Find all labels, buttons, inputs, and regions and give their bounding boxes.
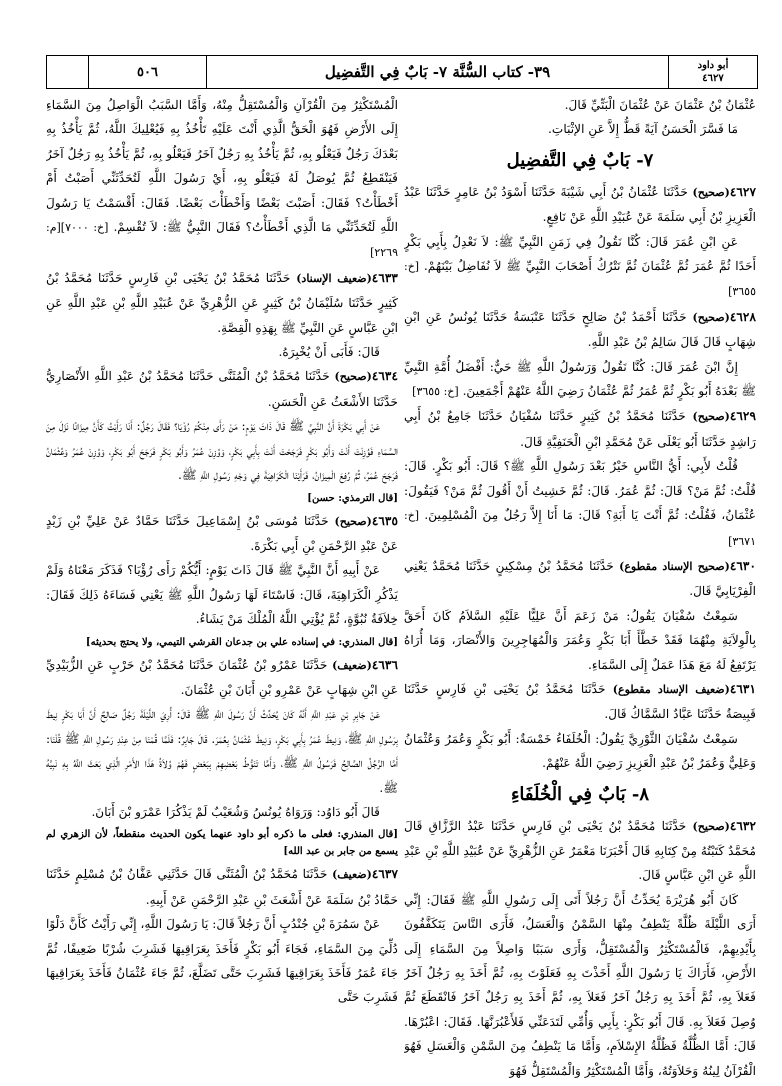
hadith-grade: (صحيح) <box>692 310 730 324</box>
hadith-4636 <box>46 653 398 703</box>
hadith-grade: (صحيح) <box>334 370 372 384</box>
hadith-number: ٤٦٣١ <box>729 681 756 696</box>
hadith-isnad: حَدَّثَنَا مُحَمَّدُ بْنُ يَحْيَى بْنِ فَارِسٍ حَدَّثَنَا قَبِيصَةُ حَدَّثَنَا عَبَّادٌ السَّمَّاكُ قَالَ. <box>404 681 756 722</box>
header-blank-cell <box>47 56 89 88</box>
hadith-grade: (ضعيف الإسناد) <box>296 271 372 285</box>
chapter-heading: ٨- بَابٌ فِي الْخُلَفَاءِ <box>510 783 650 805</box>
hadith-isnad: حَدَّثَنَا عُثْمَانُ بْنُ أَبِي شَيْبَةَ حَدَّثَنَا أَسْوَدُ بْنُ عَامِرٍ حَدَّثَنَا عَبْدُ الْعَزِيزِ بْنُ أَبِي سَلَمَةَ عَنْ عُبَيْدِ اللَّهِ عَنْ نَافِعٍ. <box>404 184 756 225</box>
hadith-grade: (ضعيف) <box>332 868 372 882</box>
hadith-4631 <box>404 677 756 727</box>
hadith-matn: عَنِ ابْنِ عُمَرَ قَالَ: كُنَّا نَقُولُ فِي زَمَنِ النَّبِيِّ ﷺ: لاَ نَعْدِلُ بِأَبِي بَكْرٍ أَحَدًا ثُمَّ عُمَرَ ثُمَّ عُثْمَانَ ثُمَّ نَتْرُكُ أَصْحَابَ النَّبِيِّ ﷺ لاَ نُفَاضِلُ بَيْنَهُمْ. [خ: ٣٦٥٥] <box>404 234 756 299</box>
header-source: أبو داود <box>697 60 729 71</box>
left-column <box>46 93 398 1078</box>
paragraph: مَا فَسَّرَ الْحَسَنُ آيَةً قَطُّ إِلاَّ عَنِ الإثْبَاتِ. <box>548 122 738 137</box>
grading-note: [قال المنذري: في إسناده علي بن جدعان القرشي التيمي، ولا يحتج بحديثه] <box>85 636 398 648</box>
page-number: ٥٠٦ <box>89 56 207 88</box>
hadith-grade: (صحيح) <box>692 410 730 424</box>
hadith-number: ٤٦٣٥ <box>371 513 398 528</box>
hadith-matn: قَالَ: فَأَبَى أَنْ يُخْبِرَهُ. <box>278 345 380 360</box>
hadith-isnad: حَدَّثَنَا مُحَمَّدُ بْنُ يَحْيَى بْنِ فَارِسٍ حَدَّثَنَا عَبْدُ الرَّزَّاقِ قَالَ مُحَمَّدٌ كَتَبْتُهُ مِنْ كِتَابِهِ قَالَ أَخْبَرَنَا مَعْمَرٌ عَنِ الزُّهْرِيِّ عَنْ عُبَيْدِ اللَّهِ بْنِ عَبْدِ اللَّهِ عَنِ ابْنِ عَبَّاسٍ قَالَ. <box>404 818 756 883</box>
hadith-number: ٤٦٣٤ <box>371 369 398 384</box>
hadith-matn: كَانَ أَبُو هُرَيْرَةَ يُحَدِّثُ أَنَّ رَجُلاً أَتَى إِلَى رَسُولِ اللَّهِ ﷺ فَقَالَ: إِنِّي أَرَى اللَّيْلَةَ ظُلَّةً يَنْطِفُ مِنْهَا السَّمْنُ وَالْعَسَلُ، فَأَرَى النَّاسَ يَتَكَفَّفُونَ بِأَيْدِيهِمْ، فَالْمُسْتَكْثِرُ وَالْمُسْتَقِلُّ، وَأَرَى سَبَبًا وَاصِلاً مِنَ السَّمَاءِ إِلَى الأَرْضِ، فَأَرَاكَ يَا رَسُولَ اللَّهِ أَخَذْتَ بِهِ فَعَلَوْتَ بِهِ، ثُمَّ أَخَذَ بِهِ رَجُلٌ آخَرُ فَعَلاَ بِهِ، ثُمَّ أَخَذَ بِهِ رَجُلٌ آخَرُ فَعَلاَ بِهِ، ثُمَّ أَخَذَ بِهِ رَجُلٌ آخَرُ فَانْقَطَعَ ثُمَّ وُصِلَ فَعَلاَ بِهِ. قَالَ أَبُو بَكْرٍ: بِأَبِي وَأُمِّي لَتَدَعَنِّي فَلأَعْبُرَنَّهَا. فَقَالَ: اعْبُرْهَا. قَالَ: أَمَّا الظُّلَّةُ فَظُلَّةُ الإِسْلاَمِ، وَأَمَّا مَا يَنْطِفُ مِنَ السَّمْنِ وَالْعَسَلِ فَهُوَ الْقُرْآنُ لِينُهُ وَحَلاَوَتُهُ، وَأَمَّا الْمُسْتَكْثِرُ وَالْمُسْتَقِلُّ فَهُوَ <box>404 892 756 1078</box>
hadith-matn: سَمِعْتُ سُفْيَانَ الثَّوْرِيَّ يَقُولُ: الْخُلَفَاءُ خَمْسَةٌ: أَبُو بَكْرٍ وَعُمَرُ وَعُثْمَانُ وَعَلِيٌّ وَعُمَرُ بْنُ عَبْدِ الْعَزِيزِ رَضِيَ اللَّهُ عَنْهُمْ. <box>404 731 756 771</box>
hadith-number: ٤٦٢٩ <box>729 409 756 424</box>
hadith-4629 <box>404 404 756 454</box>
hadith-grade: (ضعيف الإسناد مقطوع) <box>612 682 730 696</box>
hadith-number: ٤٦٢٧ <box>729 184 756 199</box>
hadith-number: ٤٦٣٦ <box>371 657 398 672</box>
running-title: ٣٩- كتاب السُّنَّة ٧- بَابٌ فِي التَّفضِيل <box>207 56 669 88</box>
header-hadith-range: ٤٦٢٧ <box>702 73 724 84</box>
hadith-4627 <box>404 180 756 230</box>
hadith-4632 <box>404 814 756 888</box>
hadith-matn: عَنْ أَبِيهِ أَنَّ النَّبِيَّ ﷺ قَالَ ذَاتَ يَوْمٍ: أَيُّكُمْ رَأَى رُؤْيَا؟ فَذَكَرَ مَعْنَاهُ وَلَمْ يَذْكُرِ الْكَرَاهِيَةَ، قَالَ: فَاسْتَاءَ لَهَا رَسُولُ اللَّهِ ﷺ يَعْنِي فَسَاءَهُ ذَلِكَ فَقَالَ: خِلاَفَةُ نُبُوَّةٍ، ثُمَّ يُؤْتِي اللَّهُ الْمُلْكَ مَنْ يَشَاءُ. <box>46 563 398 627</box>
hadith-4634 <box>46 364 398 414</box>
hadith-number: ٤٦٣٠ <box>729 558 756 573</box>
hadith-grade: (صحيح) <box>692 185 730 199</box>
hadith-number: ٤٦٣٣ <box>371 270 398 285</box>
hadith-isnad: حَدَّثَنَا مُحَمَّدُ بْنُ يَحْيَى بْنِ فَارِسٍ حَدَّثَنَا مُحَمَّدُ بْنُ كَثِيرٍ حَدَّثَنَا سُلَيْمَانُ بْنُ كَثِيرٍ عَنِ الزُّهْرِيِّ عَنْ عُبَيْدِ اللَّهِ بْنِ عَبْدِ اللَّهِ عَنِ ابْنِ عَبَّاسٍ عَنِ النَّبِيِّ ﷺ بِهَذِهِ الْقِصَّةِ. <box>46 270 398 335</box>
hadith-grade: (صحيح) <box>692 819 730 833</box>
hadith-4630 <box>404 554 756 604</box>
hadith-4637 <box>46 862 398 912</box>
hadith-isnad: حَدَّثَنَا عَمْرُو بْنُ عُثْمَانَ حَدَّثَنَا مُحَمَّدُ بْنُ حَرْبٍ عَنِ الزُّبَيْدِيِّ عَنِ ابْنِ شِهَابٍ عَنْ عَمْرِو بْنِ أَبَانَ بْنِ عُثْمَانَ. <box>46 657 398 697</box>
page-header <box>46 55 758 89</box>
hadith-4635 <box>46 509 398 559</box>
hadith-grade: (ضعيف) <box>332 658 372 672</box>
hadith-number: ٤٦٣٢ <box>729 818 756 833</box>
hadith-isnad: حَدَّثَنَا مُحَمَّدُ بْنُ كَثِيرٍ حَدَّثَنَا سُفْيَانُ حَدَّثَنَا جَامِعُ بْنُ أَبِي رَاشِدٍ حَدَّثَنَا أَبُو يَعْلَى عَنْ مُحَمَّدِ ابْنِ الْحَنَفِيَّةِ قَالَ. <box>404 409 756 449</box>
hadith-reference: [خ: ٧٠٠٠][م: ٢٢٦٩] <box>46 221 398 260</box>
hadith-matn: سَمِعْتُ سُفْيَانَ يَقُولُ: مَنْ زَعَمَ أَنَّ عَلِيًّا عَلَيْهِ السَّلاَمُ كَانَ أَحَقَّ بِالْوِلاَيَةِ مِنْهُمَا فَقَدْ خَطَّأَ أَبَا بَكْرٍ وَعُمَرَ وَالْمُهَاجِرِينَ وَالأَنْصَارَ، وَمَا أُرَاهُ يَرْتَفِعُ لَهُ مَعَ هَذَا عَمَلٌ إِلَى السَّمَاءِ. <box>404 608 756 672</box>
hadith-4628 <box>404 305 756 355</box>
hadith-matn: قُلْتُ لأَبِي: أَيُّ النَّاسِ خَيْرٌ بَعْدَ رَسُولِ اللَّهِ ﷺ؟ قَالَ: أَبُو بَكْرٍ. قَالَ: قُلْتُ: ثُمَّ مَنْ؟ قَالَ: ثُمَّ عُمَرُ. قَالَ: ثُمَّ خَشِيتُ أَنْ أَقُولَ ثُمَّ مَنْ؟ فَيَقُولَ: عُثْمَانُ، فَقُلْتُ: ثُمَّ أَنْتَ يَا أَبَةِ؟ قَالَ: مَا أَنَا إِلاَّ رَجُلٌ مِنَ الْمُسْلِمِينَ. [خ: ٣٦٧١] <box>404 459 756 548</box>
right-column <box>404 93 756 1078</box>
hadith-reference: [خ: ٣٦٧١] <box>404 509 756 548</box>
hadith-grade: (صحيح الإسناد مقطوع) <box>619 559 730 573</box>
hadith-isnad: حَدَّثَنَا مُحَمَّدُ بْنُ الْمُثَنَّى قَالَ حَدَّثَنِي عَفَّانُ بْنُ مُسْلِمٍ حَدَّثَنَا حَمَّادُ بْنُ سَلَمَةَ عَنْ أَشْعَثَ بْنِ عَبْدِ الرَّحْمَنِ عَنْ أَبِيهِ. <box>46 867 398 907</box>
hadith-isnad: حَدَّثَنَا أَحْمَدُ بْنُ صَالِحٍ حَدَّثَنَا عَنْبَسَةُ حَدَّثَنَا يُونُسُ عَنِ ابْنِ شِهَابٍ قَالَ قَالَ سَالِمُ بْنُ عَبْدِ اللَّهِ. <box>404 309 756 350</box>
hadith-reference: [خ: ٣٦٥٥] <box>412 385 459 399</box>
grading-note: [قال الترمذي: حسن] <box>307 492 398 504</box>
abu-dawud-comment: قَالَ أَبُو دَاوُد: وَرَوَاهُ يُونُسُ وَشُعَيْبٌ لَمْ يَذْكُرَا عَمْرَو بْنَ أَبَانَ. <box>91 804 380 819</box>
hadith-isnad: حَدَّثَنَا مُوسَى بْنُ إِسْمَاعِيلَ حَدَّثَنَا حَمَّادٌ عَنْ عَلِيِّ بْنِ زَيْدٍ عَنْ عَبْدِ الرَّحْمَنِ بْنِ أَبِي بَكْرَةَ. <box>46 513 398 553</box>
hadith-matn: عَنْ أَبِي بَكْرَةَ أَنَّ النَّبِيَّ ﷺ قَالَ ذَاتَ يَوْمٍ: مَنْ رَأَى مِنْكُمْ رُؤْيَا؟ فَقَالَ رَجُلٌ: أَنَا رَأَيْتُ كَأَنَّ مِيزَانًا نَزَلَ مِنَ السَّمَاءِ فَوُزِنْتَ أَنْتَ وَأَبُو بَكْرٍ فَرَجَحْتَ أَنْتَ بِأَبِي بَكْرٍ، وَوُزِنَ عُمَرُ وَأَبُو بَكْرٍ فَرَجَحَ أَبُو بَكْرٍ، وَوُزِنَ عُمَرُ وَعُثْمَانُ فَرَجَحَ عُمَرُ، ثُمَّ رُفِعَ الْمِيزَانُ، فَرَأَيْنَا الْكَرَاهِيَةَ فِي وَجْهِ رَسُولِ اللَّهِ ﷺ. <box>46 419 398 483</box>
grading-note: [قال المنذري: فعلى ما ذكره أبو داود عنهما يكون الحديث منقطعاً، لأن الزهري لم يسمع من جابر بن عبد الله] <box>46 829 398 858</box>
header-reference-cell <box>669 56 757 88</box>
hadith-4633 <box>46 266 398 340</box>
hadith-isnad: حَدَّثَنَا مُحَمَّدُ بْنُ الْمُثَنَّى حَدَّثَنَا مُحَمَّدُ بْنُ عَبْدِ اللَّهِ الأَنْصَارِيُّ حَدَّثَنَا الأَشْعَثُ عَنِ الْحَسَنِ. <box>46 369 398 409</box>
hadith-number: ٤٦٣٧ <box>371 867 398 882</box>
hadith-matn: عَنْ جَابِرِ بْنِ عَبْدِ اللَّهِ أَنَّهُ كَانَ يُحَدِّثُ أَنَّ رَسُولَ اللَّهِ ﷺ قَالَ: أُرِيَ اللَّيْلَةَ رَجُلٌ صَالِحٌ أَنَّ أَبَا بَكْرٍ نِيطَ بِرَسُولِ اللَّهِ ﷺ، وَنِيطَ عُمَرُ بِأَبِي بَكْرٍ، وَنِيطَ عُثْمَانُ بِعُمَرَ. قَالَ جَابِرٌ: فَلَمَّا قُمْنَا مِنْ عِنْدِ رَسُولِ اللَّهِ ﷺ قُلْنَا: أَمَّا الرَّجُلُ الصَّالِحُ فَرَسُولُ اللَّهِ ﷺ، وَأَمَّا تَنَوُّطُ بَعْضِهِمْ بِبَعْضٍ فَهُمْ وُلاَةُ هَذَا الأَمْرِ الَّذِي بَعَثَ اللَّهُ بِهِ نَبِيَّهُ ﷺ. <box>46 707 398 795</box>
hadith-isnad: حَدَّثَنَا مُحَمَّدُ بْنُ مِسْكِينٍ حَدَّثَنَا مُحَمَّدٌ يَعْنِي الْفِرْيَابِيَّ قَالَ. <box>404 558 756 599</box>
hadith-reference: [خ: ٣٦٥٥] <box>404 260 756 299</box>
paragraph: عُثْمَانُ بْنُ عَثْمَانَ عَنْ عُثْمَانَ الْبَتِّيِّ قَالَ. <box>564 98 756 112</box>
chapter-heading: ٧- بَابٌ فِي التَّفضِيل <box>506 149 654 171</box>
hadith-grade: (صحيح) <box>334 514 372 528</box>
hadith-number: ٤٦٢٨ <box>729 309 756 324</box>
hadith-matn: الْمُسْتَكْثِرُ مِنَ الْقُرْآنِ وَالْمُسْتَقِلُّ مِنْهُ، وَأَمَّا السَّبَبُ الْوَاصِلُ مِنَ السَّمَاءِ إِلَى الأَرْضِ فَهُوَ الْحَقُّ الَّذِي أَنْتَ عَلَيْهِ تَأْخُذُ بِهِ فَيُعْلِيكَ اللَّهُ، ثُمَّ يَأْخُذُ بِهِ بَعْدَكَ رَجُلٌ فَيَعْلُو بِهِ، ثُمَّ يَأْخُذُ بِهِ رَجُلٌ آخَرُ فَيَعْلُو بِهِ، ثُمَّ يَأْخُذُ بِهِ رَجُلٌ آخَرُ فَيَنْقَطِعُ ثُمَّ يُوصَلُ لَهُ فَيَعْلُو بِهِ، أَيْ رَسُولَ اللَّهِ لَتُحَدِّثَنِّي أَصَبْتُ أَمْ أَخْطَأْتُ؟ فَقَالَ: أَصَبْتَ بَعْضًا وَأَخْطَأْتَ بَعْضًا. فَقَالَ: أَقْسَمْتُ يَا رَسُولَ اللَّهِ لَتُحَدِّثَنِّي مَا الَّذِي أَخْطَأْتُ؟ فَقَالَ النَّبِيُّ ﷺ: لاَ تُقْسِمْ. [خ: ٧٠٠٠][م: ٢٢٦٩] <box>46 98 398 260</box>
hadith-matn: إِنَّ ابْنَ عُمَرَ قَالَ: كُنَّا نَقُولُ وَرَسُولُ اللَّهِ ﷺ حَيٌّ: أَفْضَلُ أُمَّةِ النَّبِيِّ ﷺ بَعْدَهُ أَبُو بَكْرٍ ثُمَّ عُمَرُ ثُمَّ عُثْمَانُ رَضِيَ اللَّهُ عَنْهُمْ أَجْمَعِينَ. [خ: ٣٦٥٥] <box>404 359 756 399</box>
hadith-matn: عَنْ سَمُرَةَ بْنِ جُنْدُبٍ أَنَّ رَجُلاً قَالَ: يَا رَسُولَ اللَّهِ، إِنِّي رَأَيْتُ كَأَنَّ دَلْوًا دُلِّيَ مِنَ السَّمَاءِ، فَجَاءَ أَبُو بَكْرٍ فَأَخَذَ بِعَرَاقِيهَا فَشَرِبَ شُرْبًا ضَعِيفًا، ثُمَّ جَاءَ عُمَرُ فَأَخَذَ بِعَرَاقِيهَا فَشَرِبَ حَتَّى تَضَلَّعَ، ثُمَّ جَاءَ عُثْمَانُ فَأَخَذَ بِعَرَاقِيهَا فَشَرِبَ حَتَّى <box>46 917 398 1005</box>
